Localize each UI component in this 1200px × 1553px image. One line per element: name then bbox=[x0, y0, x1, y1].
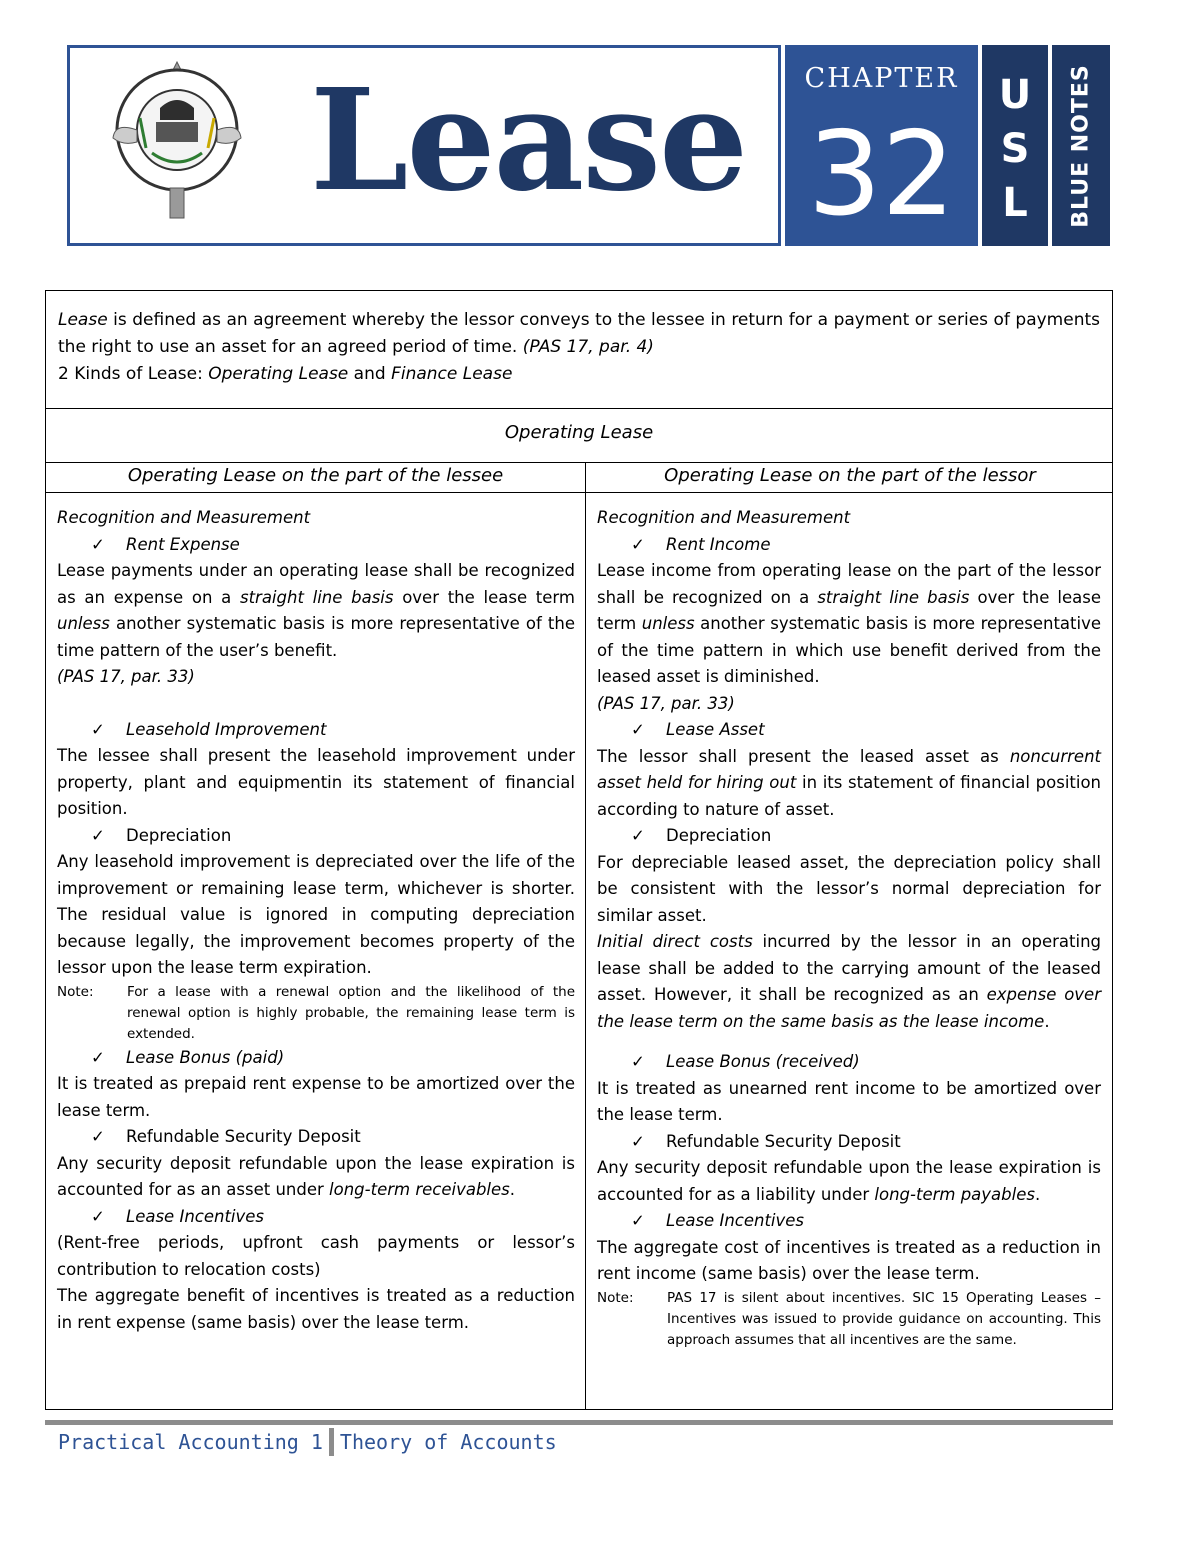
checklist-item: ✓ Lease Incentives bbox=[597, 1208, 1101, 1235]
intro-definition: is defined as an agreement whereby the lessor conveys to the lessee in return for a payment or series of payments the right to use an asset for an agreed period of time. bbox=[58, 310, 1100, 357]
table-divider bbox=[46, 492, 1112, 493]
note: Note: PAS 17 is silent about incentives. SIC 15 Operating Leases – Incentives was issued to provide guidance on accounting. This approach assumes that all incentives are the same. bbox=[597, 1289, 1101, 1348]
checklist-item: ✓ Leasehold Improvement bbox=[57, 717, 575, 744]
checklist-item: ✓ Depreciation bbox=[597, 823, 1101, 850]
footer-course: Practical Accounting 1 bbox=[58, 1430, 323, 1454]
table-divider bbox=[46, 408, 1112, 409]
university-seal-icon bbox=[110, 58, 245, 223]
rent-expense-text: Lease payments under an operating lease shall be recognized as an expense on a straight line basis over the lease term unless another systematic basis is more representative of the time pattern of the user’s benefit. bbox=[57, 561, 575, 660]
incentives-text: The aggregate cost of incentives is treated as a reduction in rent income (same basis) over the lease term. bbox=[597, 1237, 1101, 1283]
check-icon: ✓ bbox=[631, 534, 645, 554]
kind-operating: Operating Lease bbox=[208, 364, 349, 384]
footer bbox=[58, 1428, 557, 1456]
rent-citation: (PAS 17, par. 33) bbox=[597, 693, 735, 713]
check-icon: ✓ bbox=[91, 1127, 105, 1146]
lessee-column bbox=[57, 505, 575, 1336]
checklist-item: ✓ Depreciation bbox=[57, 823, 575, 850]
table-divider bbox=[46, 462, 1112, 463]
kinds-and: and bbox=[348, 364, 392, 384]
brand-letter-s: S bbox=[1000, 126, 1030, 172]
bonus-text: It is treated as prepaid rent expense to be amortized over the lease term. bbox=[57, 1074, 575, 1120]
check-icon: ✓ bbox=[631, 826, 645, 845]
check-icon: ✓ bbox=[91, 534, 105, 554]
improvement-text: The lessee shall present the leasehold improvement under property, plant and equipmentin its statement of financial position. bbox=[57, 746, 575, 818]
kind-finance: Finance Lease bbox=[391, 364, 513, 384]
section-title: Operating Lease bbox=[504, 422, 654, 443]
brand-letter-l: L bbox=[1002, 180, 1028, 226]
footer-rule bbox=[45, 1420, 1113, 1425]
rent-citation: (PAS 17, par. 33) bbox=[57, 667, 195, 686]
checklist-item: ✓ Refundable Security Deposit bbox=[597, 1129, 1101, 1156]
deposit-text: Any security deposit refundable upon the lease expiration is accounted for as an asset under long-term receivables. bbox=[57, 1153, 575, 1199]
bonus-text: It is treated as unearned rent income to be amortized over the lease term. bbox=[597, 1078, 1101, 1124]
checklist-item: ✓ Rent Income bbox=[597, 532, 1101, 559]
depreciation-text: For depreciable leased asset, the depreciation policy shall be consistent with the lessor’s normal depreciation for similar asset. bbox=[597, 852, 1101, 925]
kinds-prefix: 2 Kinds of Lease: bbox=[58, 364, 209, 384]
recognition-heading: Recognition and Measurement bbox=[597, 508, 851, 527]
note: Note: For a lease with a renewal option and the likelihood of the renewal option is highly probable, the remaining lease term is extended. bbox=[57, 983, 575, 1042]
lessee-heading: Operating Lease on the part of the lessee bbox=[127, 465, 504, 486]
brand-letters-box bbox=[982, 45, 1048, 246]
check-icon: ✓ bbox=[91, 719, 105, 739]
footer-subject: Theory of Accounts bbox=[339, 1430, 557, 1454]
blue-notes-label: BLUE NOTES bbox=[1068, 63, 1094, 228]
title-box bbox=[67, 45, 781, 246]
check-icon: ✓ bbox=[631, 1131, 645, 1151]
asset-text: The lessor shall present the leased asset as noncurrent asset held for hiring out in its statement of financial position according to nature of asset. bbox=[597, 746, 1102, 819]
checklist-item: ✓ Lease Bonus (received) bbox=[597, 1049, 1101, 1076]
initial-direct-costs-text: Initial direct costs incurred by the lessor in an operating lease shall be added to the carrying amount of the leased asset. However, it shall be recognized as an expense over the lease term on the same basis as the lease income. bbox=[597, 932, 1101, 1031]
lessor-column bbox=[597, 505, 1101, 1351]
depreciation-text: Any leasehold improvement is depreciated over the life of the improvement or remaining lease term, whichever is shorter. The residual value is ignored in computing depreciation because legally, the improvement becomes property of the lessor upon the lease term expiration. bbox=[57, 852, 575, 977]
check-icon: ✓ bbox=[631, 1052, 645, 1071]
chapter-label: CHAPTER bbox=[804, 63, 959, 94]
footer-separator bbox=[329, 1428, 334, 1456]
brand-letter-u: U bbox=[998, 72, 1032, 118]
checklist-item: ✓ Refundable Security Deposit bbox=[57, 1124, 575, 1151]
check-icon: ✓ bbox=[91, 1206, 105, 1226]
checklist-item: ✓ Lease Incentives bbox=[57, 1204, 575, 1231]
chapter-box bbox=[785, 45, 978, 246]
check-icon: ✓ bbox=[631, 720, 645, 739]
deposit-text: Any security deposit refundable upon the lease expiration is accounted for as a liability under long-term payables. bbox=[597, 1158, 1101, 1204]
column-divider bbox=[585, 463, 586, 1409]
check-icon: ✓ bbox=[91, 825, 105, 845]
incentives-text: The aggregate benefit of incentives is treated as a reduction in rent expense (same basis) over the lease term. bbox=[57, 1286, 575, 1332]
intro-citation: (PAS 17, par. 4) bbox=[522, 337, 654, 357]
intro-term: Lease bbox=[58, 310, 108, 330]
content-table bbox=[45, 290, 1113, 1410]
intro-paragraph bbox=[58, 307, 1100, 388]
chapter-title: Lease bbox=[310, 59, 747, 223]
check-icon: ✓ bbox=[631, 1211, 645, 1230]
recognition-heading: Recognition and Measurement bbox=[57, 508, 311, 527]
incentives-paren: (Rent-free periods, upfront cash payments or lessor’s contribution to relocation costs) bbox=[57, 1233, 575, 1279]
blue-notes-box bbox=[1052, 45, 1110, 246]
lessor-heading: Operating Lease on the part of the lessor bbox=[664, 465, 1036, 486]
checklist-item: ✓ Rent Expense bbox=[57, 532, 575, 559]
chapter-number: 32 bbox=[807, 107, 956, 242]
checklist-item: ✓ Lease Bonus (paid) bbox=[57, 1045, 575, 1072]
checklist-item: ✓ Lease Asset bbox=[597, 717, 1101, 744]
rent-income-text: Lease income from operating lease on the part of the lessor shall be recognized on a straight line basis over the lease term unless another systematic basis is more representative of the time pattern in which use benefit derived from the leased asset is diminished. bbox=[597, 561, 1102, 686]
check-icon: ✓ bbox=[91, 1047, 105, 1067]
